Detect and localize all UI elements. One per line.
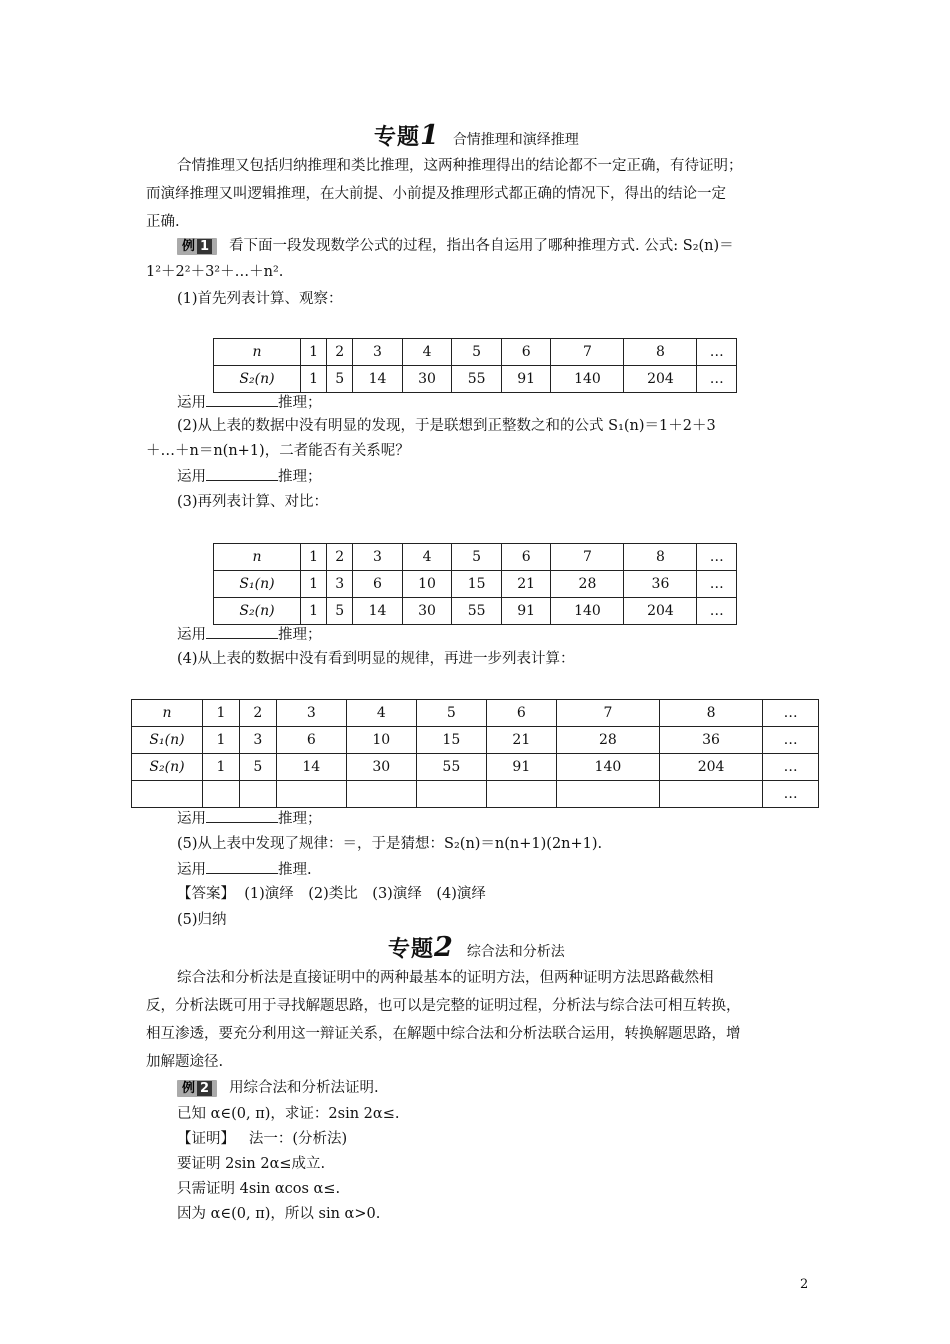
topic2-para-line3: 相互渗透，要充分利用这一辩证关系，在解题中综合法和分析法联合运用，转换解题思路，增: [146, 1026, 741, 1042]
example1-text-line1: 看下面一段发现数学公式的过程，指出各自运用了哪种推理方式. 公式: S₂(n)＝: [229, 238, 734, 254]
table-row-header: S₂(n): [132, 754, 203, 781]
example2-proof-line3: 因为 α∈(0, π)，所以 sin α>0.: [177, 1206, 381, 1222]
example1-answer-line2: (5)归纳: [177, 912, 227, 928]
table-cell: 2: [327, 339, 353, 366]
table-row: [214, 339, 737, 366]
table-cell: 8: [624, 339, 697, 366]
table-cell: 2: [327, 544, 353, 571]
table-cell: …: [697, 544, 737, 571]
table-row: [132, 700, 819, 727]
table-cell: 1: [203, 700, 240, 727]
use-line-5: 运用 推理.: [177, 859, 312, 880]
example1-line1: [177, 236, 734, 256]
table-cell: 10: [346, 727, 416, 754]
topic1-heading: [374, 120, 579, 156]
example1-tag: 例 1: [177, 238, 217, 255]
table-cell: 6: [276, 727, 346, 754]
table-cell: 204: [624, 598, 697, 625]
table-cell: …: [697, 366, 737, 393]
table-cell: …: [697, 571, 737, 598]
table-cell: 14: [353, 598, 403, 625]
table-cell: 55: [452, 366, 502, 393]
table-cell: 55: [452, 598, 502, 625]
table-row-header: S₂(n): [214, 366, 301, 393]
answer-label: 【答案】: [177, 886, 235, 902]
table-cell: 7: [556, 700, 659, 727]
table-cell: 140: [551, 366, 624, 393]
table-cell: 5: [452, 339, 502, 366]
table-cell: 91: [486, 754, 556, 781]
table-row-header: S₁(n): [132, 727, 203, 754]
table-cell: 21: [486, 727, 556, 754]
example2-proof-line2: 只需证明 4sin αcos α≤.: [177, 1181, 341, 1197]
example1-step2-line1: (2)从上表的数据中没有明显的发现，于是联想到正整数之和的公式 S₁(n)＝1＋2＋3: [177, 418, 716, 434]
table-cell: 28: [551, 571, 624, 598]
example1-text-line2: 1²＋2²＋3²＋…＋n².: [146, 264, 284, 280]
answer-text: (1)演绎 (2)类比 (3)演绎 (4)演绎: [244, 886, 486, 902]
table-cell: 21: [501, 571, 551, 598]
use-line-3: 运用 推理；: [177, 624, 322, 645]
table-row: [132, 727, 819, 754]
table-cell: 204: [659, 754, 762, 781]
topic1-intro-line1: 合情推理又包括归纳推理和类比推理，这两种推理得出的结论都不一定正确，有待证明；: [177, 158, 743, 174]
table-cell: [239, 781, 276, 808]
table-cell: 140: [556, 754, 659, 781]
table-cell: [416, 781, 486, 808]
table-cell: [486, 781, 556, 808]
table-cell: 1: [301, 366, 327, 393]
table-cell: 30: [402, 598, 452, 625]
topic1-label: 专题: [374, 125, 421, 150]
table-cell: 3: [353, 544, 403, 571]
table-cell: [203, 781, 240, 808]
table-cell: 3: [276, 700, 346, 727]
table-row-header: n: [214, 544, 301, 571]
table-cell: [659, 781, 762, 808]
table-row: [132, 754, 819, 781]
table-cell: [276, 781, 346, 808]
table-row-header: S₂(n): [214, 598, 301, 625]
table-cell: 5: [327, 366, 353, 393]
example2-given: 已知 α∈(0, π)，求证：2sin 2α≤.: [177, 1106, 400, 1122]
table-cell: 6: [486, 700, 556, 727]
table-row: [214, 571, 737, 598]
table-row: [214, 366, 737, 393]
table-cell: 14: [276, 754, 346, 781]
topic2-subtitle: 综合法和分析法: [466, 944, 565, 960]
table-cell: 4: [402, 339, 452, 366]
table-cell: 7: [551, 339, 624, 366]
table-cell: 4: [346, 700, 416, 727]
example1-step4: (4)从上表的数据中没有看到明显的规律，再进一步列表计算：: [177, 651, 575, 667]
example2-proof-line1: 要证明 2sin 2α≤成立.: [177, 1156, 326, 1172]
use-line-2: 运用 推理；: [177, 466, 322, 487]
table-s1-s2: [213, 543, 737, 625]
example1-answer: [177, 884, 486, 904]
table-cell: 204: [624, 366, 697, 393]
table-cell: 4: [402, 544, 452, 571]
table-cell: 7: [551, 544, 624, 571]
page-number: 2: [800, 1277, 809, 1292]
table-cell: 14: [353, 366, 403, 393]
table-row-header: n: [132, 700, 203, 727]
table-cell: 5: [327, 598, 353, 625]
topic1-intro-line2: 而演绎推理又叫逻辑推理，在大前提、小前提及推理形式都正确的情况下，得出的结论一定: [146, 186, 726, 202]
table-cell: 36: [659, 727, 762, 754]
table-cell: [346, 781, 416, 808]
topic2-para-line2: 反，分析法既可用于寻找解题思路，也可以是完整的证明过程，分析法与综合法可相互转换，: [146, 998, 741, 1014]
table-extended: [131, 699, 819, 808]
topic2-number: 2: [434, 932, 453, 963]
use-line-1: 运用 推理；: [177, 392, 322, 413]
table-row-header: [132, 781, 203, 808]
table-cell: 1: [203, 754, 240, 781]
table-row: [214, 544, 737, 571]
table-cell: 5: [239, 754, 276, 781]
table-cell: 28: [556, 727, 659, 754]
table-cell: 6: [501, 339, 551, 366]
table-cell: 1: [301, 339, 327, 366]
table-cell: 140: [551, 598, 624, 625]
example1-step5: (5)从上表中发现了规律：＝，于是猜想：S₂(n)＝n(n+1)(2n+1).: [177, 836, 603, 852]
table-cell: 15: [416, 727, 486, 754]
table-cell: …: [763, 727, 819, 754]
table-cell: 8: [624, 544, 697, 571]
topic1-subtitle: 合情推理和演绎推理: [452, 132, 579, 148]
table-cell: 5: [452, 544, 502, 571]
table-cell: 8: [659, 700, 762, 727]
example2-text: 用综合法和分析法证明.: [229, 1080, 379, 1096]
example1-step1: (1)首先列表计算、观察：: [177, 291, 343, 307]
table-cell: 2: [239, 700, 276, 727]
table-cell: 36: [624, 571, 697, 598]
table-s2: [213, 338, 737, 393]
table-cell: 91: [501, 598, 551, 625]
table-cell: …: [763, 700, 819, 727]
topic1-intro-line3: 正确.: [146, 214, 180, 230]
table-cell: 30: [402, 366, 452, 393]
table-cell: 5: [416, 700, 486, 727]
example1-step2-line2: ＋…＋n＝n(n+1)，二者能否有关系呢？: [146, 443, 410, 459]
table-cell: …: [763, 781, 819, 808]
example2-tag: 例 2: [177, 1080, 217, 1097]
topic1-number: 1: [420, 120, 439, 151]
table-cell: 3: [239, 727, 276, 754]
proof-method: 法一：(分析法): [248, 1131, 348, 1147]
table-cell: 30: [346, 754, 416, 781]
table-cell: 15: [452, 571, 502, 598]
proof-label: 【证明】: [177, 1131, 235, 1147]
table-row: [132, 781, 819, 808]
table-cell: 1: [301, 598, 327, 625]
table-row-header: n: [214, 339, 301, 366]
table-cell: 55: [416, 754, 486, 781]
example1-step3: (3)再列表计算、对比：: [177, 494, 329, 510]
topic2-heading: [388, 932, 565, 968]
use-line-4: 运用 推理；: [177, 808, 322, 829]
table-cell: …: [697, 598, 737, 625]
example2-proof-header: [177, 1129, 347, 1149]
table-cell: 3: [353, 339, 403, 366]
table-row: [214, 598, 737, 625]
table-cell: 1: [301, 571, 327, 598]
topic2-label: 专题: [388, 937, 435, 962]
table-cell: 6: [353, 571, 403, 598]
topic2-para-line4: 加解题途径.: [146, 1054, 224, 1070]
table-cell: 91: [501, 366, 551, 393]
table-cell: 3: [327, 571, 353, 598]
table-row-header: S₁(n): [214, 571, 301, 598]
table-cell: 1: [203, 727, 240, 754]
table-cell: …: [697, 339, 737, 366]
table-cell: 1: [301, 544, 327, 571]
table-cell: [556, 781, 659, 808]
table-cell: 10: [402, 571, 452, 598]
table-cell: 6: [501, 544, 551, 571]
example2-line: [177, 1078, 379, 1098]
table-cell: …: [763, 754, 819, 781]
topic2-para-line1: 综合法和分析法是直接证明中的两种最基本的证明方法，但两种证明方法思路截然相: [177, 970, 714, 986]
